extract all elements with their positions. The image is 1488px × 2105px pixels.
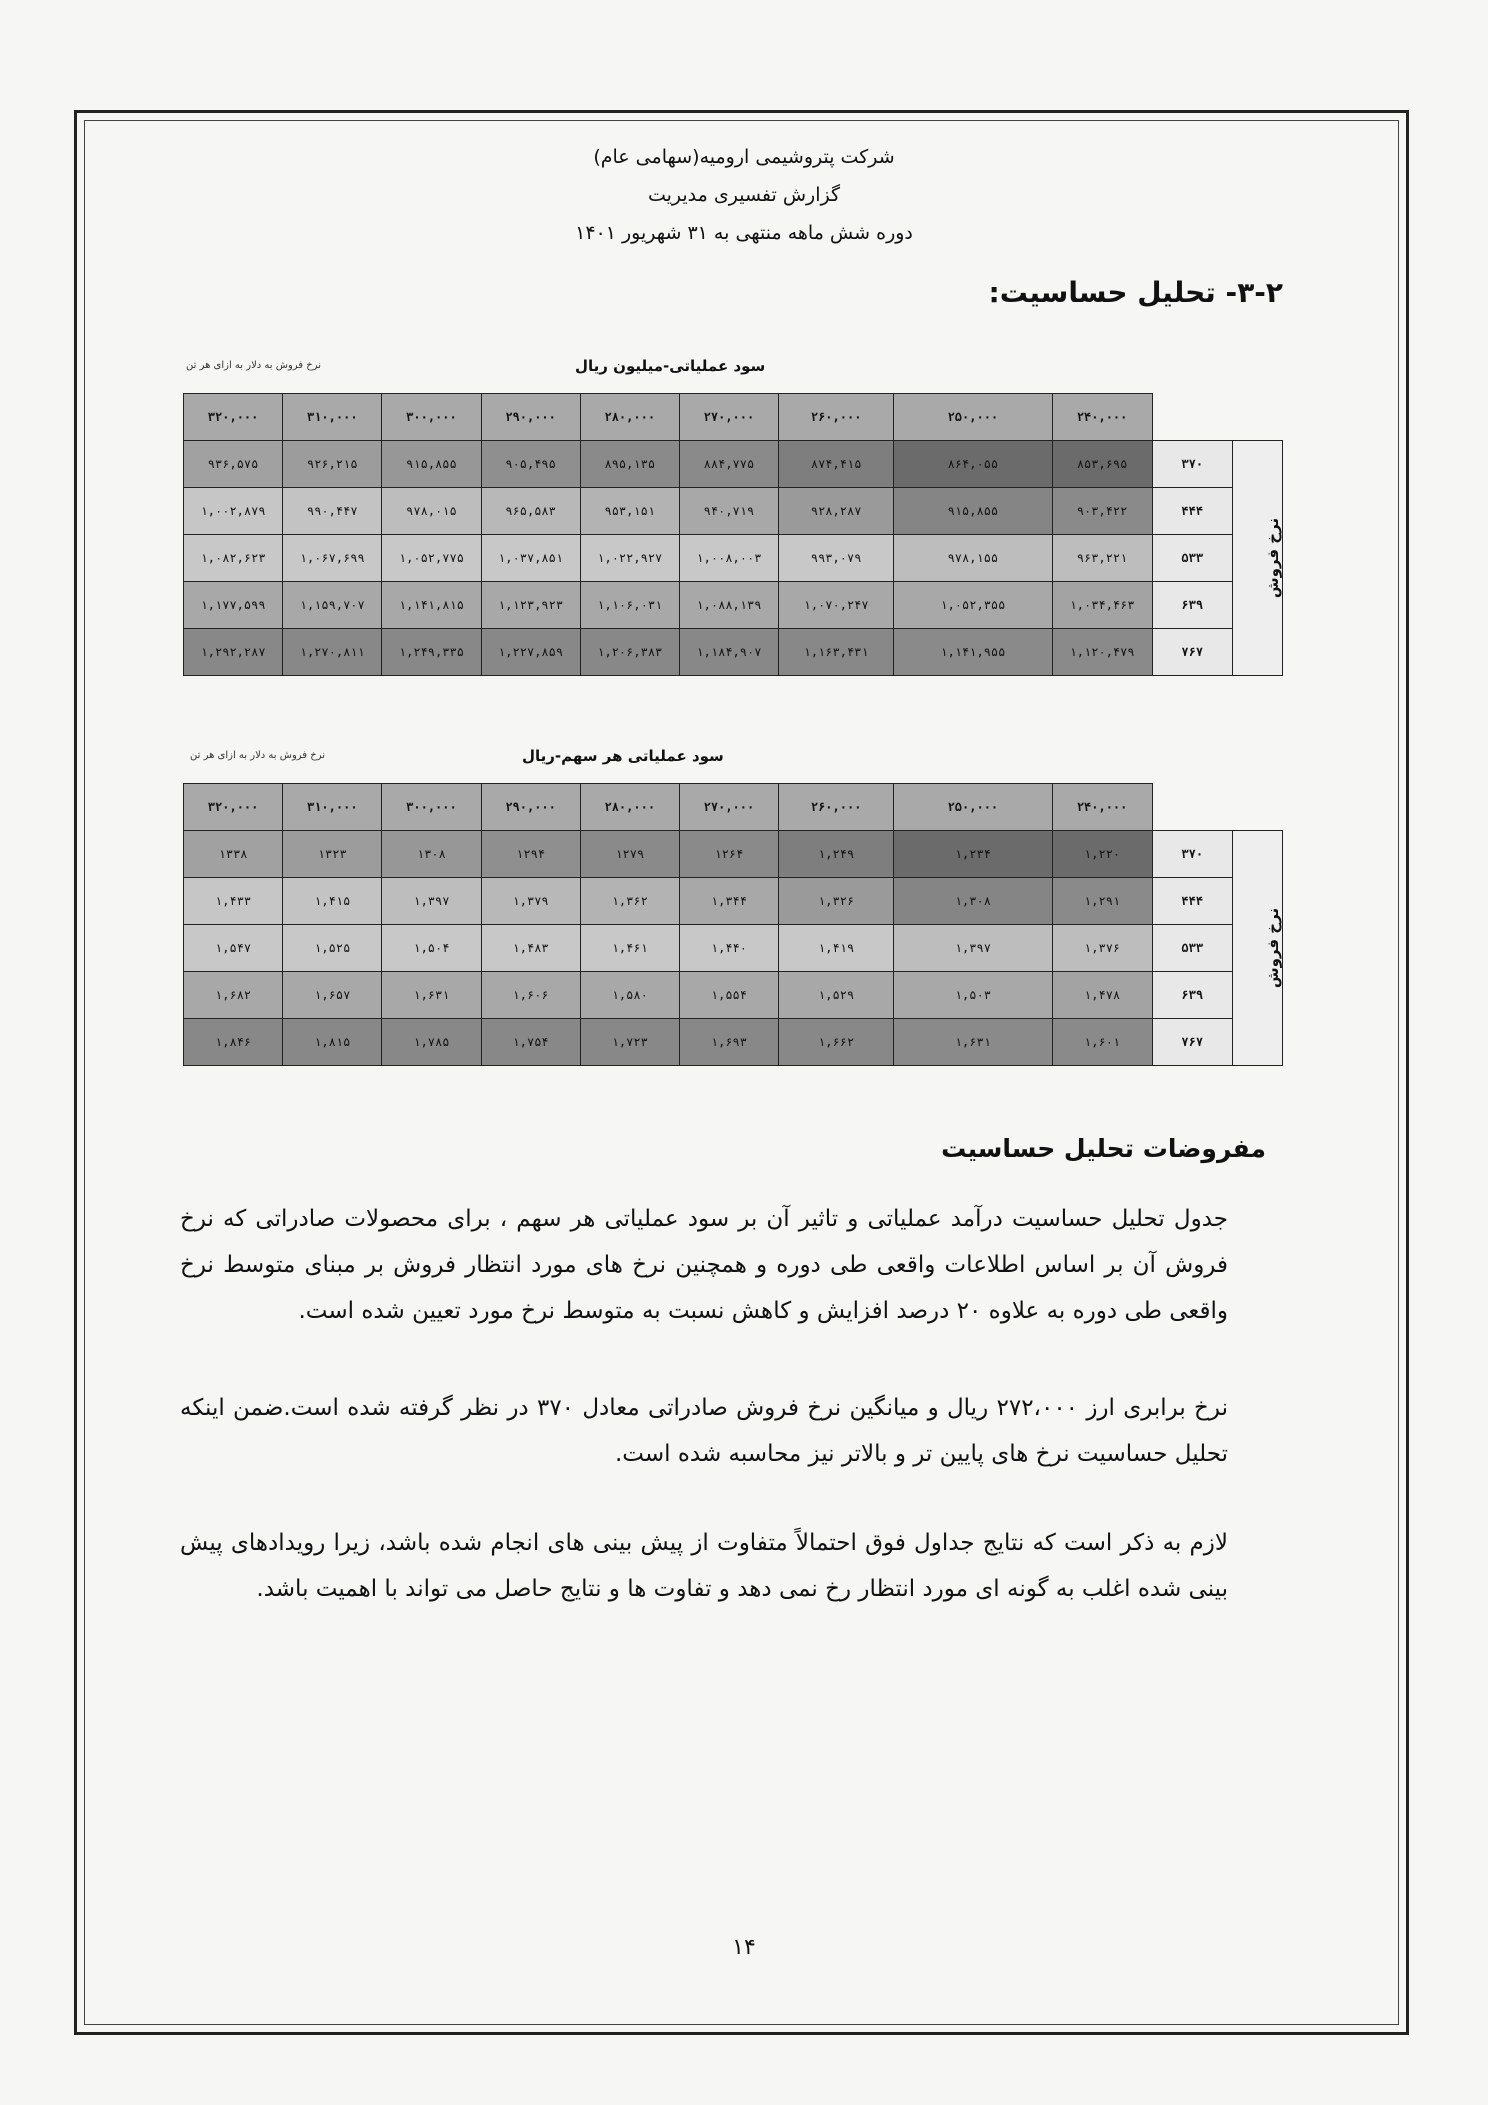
- table-cell: ۱,۲۳۴: [894, 831, 1052, 878]
- table-cell: ۱,۶۰۶: [481, 972, 580, 1019]
- table-cell: ۹۱۵,۸۵۵: [894, 488, 1052, 535]
- section-title: ۳-۲- تحلیل حساسیت:: [988, 276, 1283, 309]
- table-row: [184, 629, 1283, 676]
- table-cell: ۱,۴۱۵: [283, 878, 382, 925]
- table-cell: ۱,۱۵۹,۷۰۷: [283, 582, 382, 629]
- table-cell: ۹۵۳,۱۵۱: [580, 488, 679, 535]
- table-row: [184, 831, 1283, 878]
- table-cell: ۱۳۰۸: [382, 831, 481, 878]
- table-cell: ۱,۳۷۹: [481, 878, 580, 925]
- column-header: ۳۰۰,۰۰۰: [382, 784, 481, 831]
- row-header-rate: ۳۷۰: [1152, 831, 1232, 878]
- table-cell: ۱,۱۲۳,۹۲۳: [481, 582, 580, 629]
- table-cell: ۱,۴۶۱: [580, 925, 679, 972]
- table-cell: ۹۷۸,۱۵۵: [894, 535, 1052, 582]
- table-cell: ۱,۶۹۳: [679, 1019, 778, 1066]
- table1-unit-note: نرخ فروش به دلار به ازای هر تن: [186, 360, 322, 371]
- side-label-sales-rate: [1232, 831, 1282, 1066]
- table-cell: ۱۲۹۴: [481, 831, 580, 878]
- table-cell: ۹۲۶,۲۱۵: [283, 441, 382, 488]
- row-header-rate: ۶۳۹: [1152, 972, 1232, 1019]
- table-cell: ۱,۶۰۱: [1052, 1019, 1152, 1066]
- table-cell: ۱,۱۸۴,۹۰۷: [679, 629, 778, 676]
- table-cell: ۱,۵۴۷: [184, 925, 283, 972]
- table-cell: ۱۲۷۹: [580, 831, 679, 878]
- table-cell: ۹۹۰,۴۴۷: [283, 488, 382, 535]
- report-period: دوره شش ماهه منتهی به ۳۱ شهریور ۱۴۰۱: [575, 222, 913, 244]
- column-header: ۲۸۰,۰۰۰: [580, 784, 679, 831]
- header-spacer: [1232, 394, 1282, 441]
- table-cell: ۱,۵۸۰: [580, 972, 679, 1019]
- row-header-rate: ۴۴۴: [1152, 488, 1232, 535]
- report-header: [0, 138, 1488, 252]
- table-cell: ۱,۷۸۵: [382, 1019, 481, 1066]
- table-cell: ۱,۲۹۲,۲۸۷: [184, 629, 283, 676]
- column-header: ۲۴۰,۰۰۰: [1052, 394, 1152, 441]
- table-cell: ۱۳۲۳: [283, 831, 382, 878]
- table-cell: ۱,۲۹۱: [1052, 878, 1152, 925]
- table-cell: ۱,۴۱۹: [779, 925, 894, 972]
- table-row: [184, 535, 1283, 582]
- row-header-rate: ۵۳۳: [1152, 535, 1232, 582]
- table-cell: ۹۹۳,۰۷۹: [779, 535, 894, 582]
- paragraph-1: جدول تحلیل حساسیت درآمد عملیاتی و تاثیر آن بر سود عملیاتی هر سهم ، برای محصولات صادراتی که نرخ فروش آن بر اساس اطلاعات واقعی طی دوره و همچنین نرخ های مورد انتظار فروش بر مبنای متوسط نرخ واقعی طی دوره به علاوه ۲۰ درصد افزایش و کاهش نسبت به متوسط نرخ مورد تعیین شده است.: [180, 1206, 1228, 1324]
- table-cell: ۱,۰۵۲,۷۷۵: [382, 535, 481, 582]
- table2-unit-note: نرخ فروش به دلار به ازای هر تن: [190, 750, 326, 761]
- column-header: ۲۶۰,۰۰۰: [779, 784, 894, 831]
- row-header-rate: ۶۳۹: [1152, 582, 1232, 629]
- table-cell: ۹۷۸,۰۱۵: [382, 488, 481, 535]
- table-cell: ۹۳۶,۵۷۵: [184, 441, 283, 488]
- table-row: [184, 488, 1283, 535]
- table-cell: ۱,۳۶۲: [580, 878, 679, 925]
- table-cell: ۱,۲۲۷,۸۵۹: [481, 629, 580, 676]
- table-cell: ۱,۱۴۱,۸۱۵: [382, 582, 481, 629]
- table-cell: ۱,۳۹۷: [382, 878, 481, 925]
- table-cell: ۱,۰۰۸,۰۰۳: [679, 535, 778, 582]
- column-header: ۳۰۰,۰۰۰: [382, 394, 481, 441]
- paragraph-2: نرخ برابری ارز ۲۷۲،۰۰۰ ریال و میانگین نرخ فروش صادراتی معادل ۳۷۰ در نظر گرفته شده است.ضمن اینکه تحلیل حساسیت نرخ های پایین تر و بالاتر نیز محاسبه شده است.: [180, 1395, 1228, 1467]
- row-header-rate: ۳۷۰: [1152, 441, 1232, 488]
- table-cell: ۱,۵۲۹: [779, 972, 894, 1019]
- table-cell: ۱,۱۴۱,۹۵۵: [894, 629, 1052, 676]
- column-header: ۳۲۰,۰۰۰: [184, 394, 283, 441]
- table-cell: ۸۹۵,۱۳۵: [580, 441, 679, 488]
- side-label-text: نرخ فروش: [1263, 907, 1282, 989]
- header-spacer: [1152, 394, 1232, 441]
- table-cell: ۸۸۴,۷۷۵: [679, 441, 778, 488]
- table-cell: ۱,۳۹۷: [894, 925, 1052, 972]
- table-cell: ۱,۰۸۲,۶۲۳: [184, 535, 283, 582]
- table-cell: ۱,۱۰۶,۰۳۱: [580, 582, 679, 629]
- table-cell: ۱,۰۳۷,۸۵۱: [481, 535, 580, 582]
- side-label-sales-rate: [1232, 441, 1282, 676]
- row-header-rate: ۷۶۷: [1152, 1019, 1232, 1066]
- side-label-text: نرخ فروش: [1263, 517, 1282, 599]
- table-cell: ۱,۷۲۳: [580, 1019, 679, 1066]
- column-header: ۲۹۰,۰۰۰: [481, 394, 580, 441]
- assumptions-heading: مفروضات تحلیل حساسیت: [941, 1134, 1266, 1163]
- table-cell: ۱,۲۲۰: [1052, 831, 1152, 878]
- table-cell: ۹۶۵,۵۸۳: [481, 488, 580, 535]
- column-header: ۲۸۰,۰۰۰: [580, 394, 679, 441]
- header-spacer: [1232, 784, 1282, 831]
- table-cell: ۱,۲۴۹,۳۳۵: [382, 629, 481, 676]
- table-cell: ۱,۳۷۶: [1052, 925, 1152, 972]
- sensitivity-table-operating-profit: [183, 393, 1283, 676]
- column-header: ۲۶۰,۰۰۰: [779, 394, 894, 441]
- column-header: ۲۴۰,۰۰۰: [1052, 784, 1152, 831]
- table-cell: ۱,۶۳۱: [382, 972, 481, 1019]
- table-cell: ۹۲۸,۲۸۷: [779, 488, 894, 535]
- table-cell: ۱,۲۴۹: [779, 831, 894, 878]
- table-cell: ۱,۰۷۰,۲۴۷: [779, 582, 894, 629]
- table-cell: ۱,۳۰۸: [894, 878, 1052, 925]
- column-header: ۲۷۰,۰۰۰: [679, 394, 778, 441]
- table-cell: ۹۰۳,۴۲۲: [1052, 488, 1152, 535]
- sensitivity-table-eps: [183, 783, 1283, 1066]
- table-cell: ۱,۰۰۲,۸۷۹: [184, 488, 283, 535]
- table-cell: ۸۵۳,۶۹۵: [1052, 441, 1152, 488]
- row-header-rate: ۷۶۷: [1152, 629, 1232, 676]
- table-cell: ۱,۸۴۶: [184, 1019, 283, 1066]
- table-cell: ۱,۶۸۲: [184, 972, 283, 1019]
- table-cell: ۱,۴۸۳: [481, 925, 580, 972]
- table-cell: ۱,۴۳۳: [184, 878, 283, 925]
- table-row: [184, 878, 1283, 925]
- table-cell: ۱,۶۵۷: [283, 972, 382, 1019]
- paragraph-3: لازم به ذکر است که نتایج جداول فوق احتمالاً متفاوت از پیش بینی های انجام شده باشد، زیرا رویدادهای پیش بینی شده اغلب به گونه ای مورد انتظار رخ نمی دهد و تفاوت ها و نتایج حاصل می تواند با اهمیت باشد.: [180, 1530, 1228, 1602]
- table-cell: ۱,۱۲۰,۴۷۹: [1052, 629, 1152, 676]
- table-row: [184, 441, 1283, 488]
- table-cell: ۱,۸۱۵: [283, 1019, 382, 1066]
- report-title: گزارش تفسیری مدیریت: [647, 184, 841, 206]
- table-cell: ۱,۰۵۲,۳۵۵: [894, 582, 1052, 629]
- column-header: ۲۷۰,۰۰۰: [679, 784, 778, 831]
- table-cell: ۱۳۳۸: [184, 831, 283, 878]
- row-header-rate: ۵۳۳: [1152, 925, 1232, 972]
- table-cell: ۱,۳۲۶: [779, 878, 894, 925]
- table-cell: ۹۱۵,۸۵۵: [382, 441, 481, 488]
- page-number: ۱۴: [732, 1935, 756, 1960]
- table-cell: ۱,۵۰۴: [382, 925, 481, 972]
- company-name: شرکت پتروشیمی ارومیه(سهامی عام): [593, 146, 895, 168]
- table-cell: ۹۰۵,۴۹۵: [481, 441, 580, 488]
- column-header: ۲۹۰,۰۰۰: [481, 784, 580, 831]
- row-header-rate: ۴۴۴: [1152, 878, 1232, 925]
- header-spacer: [1152, 784, 1232, 831]
- column-header: ۲۵۰,۰۰۰: [894, 394, 1052, 441]
- table-row: [184, 582, 1283, 629]
- table2-caption: سود عملیاتی هر سهم-ریال: [522, 747, 724, 765]
- table-cell: ۱,۱۷۷,۵۹۹: [184, 582, 283, 629]
- table-cell: ۱,۰۸۸,۱۳۹: [679, 582, 778, 629]
- table-cell: ۱,۰۲۲,۹۲۷: [580, 535, 679, 582]
- table-cell: ۱,۲۰۶,۳۸۳: [580, 629, 679, 676]
- table-cell: ۱,۷۵۴: [481, 1019, 580, 1066]
- column-header: ۳۱۰,۰۰۰: [283, 784, 382, 831]
- table-cell: ۹۶۳,۲۲۱: [1052, 535, 1152, 582]
- table-cell: ۱,۵۲۵: [283, 925, 382, 972]
- table-cell: ۱,۲۷۰,۸۱۱: [283, 629, 382, 676]
- table-cell: ۱,۳۴۴: [679, 878, 778, 925]
- table-cell: ۸۷۴,۴۱۵: [779, 441, 894, 488]
- table-row: [184, 1019, 1283, 1066]
- table-row: [184, 972, 1283, 1019]
- table-cell: ۱,۴۷۸: [1052, 972, 1152, 1019]
- table-cell: ۸۶۴,۰۵۵: [894, 441, 1052, 488]
- column-header: ۳۲۰,۰۰۰: [184, 784, 283, 831]
- table1-caption: سود عملیاتی-میلیون ریال: [575, 357, 766, 375]
- table-cell: ۱,۱۶۳,۴۳۱: [779, 629, 894, 676]
- table-cell: ۱,۰۳۴,۴۶۳: [1052, 582, 1152, 629]
- table-row: [184, 925, 1283, 972]
- column-header: ۲۵۰,۰۰۰: [894, 784, 1052, 831]
- table-cell: ۱,۵۰۳: [894, 972, 1052, 1019]
- table-cell: ۱,۰۶۷,۶۹۹: [283, 535, 382, 582]
- table-cell: ۱۲۶۴: [679, 831, 778, 878]
- table-cell: ۱,۵۵۴: [679, 972, 778, 1019]
- column-header: ۳۱۰,۰۰۰: [283, 394, 382, 441]
- table-cell: ۹۴۰,۷۱۹: [679, 488, 778, 535]
- table-cell: ۱,۴۴۰: [679, 925, 778, 972]
- table-cell: ۱,۶۶۲: [779, 1019, 894, 1066]
- table-cell: ۱,۶۳۱: [894, 1019, 1052, 1066]
